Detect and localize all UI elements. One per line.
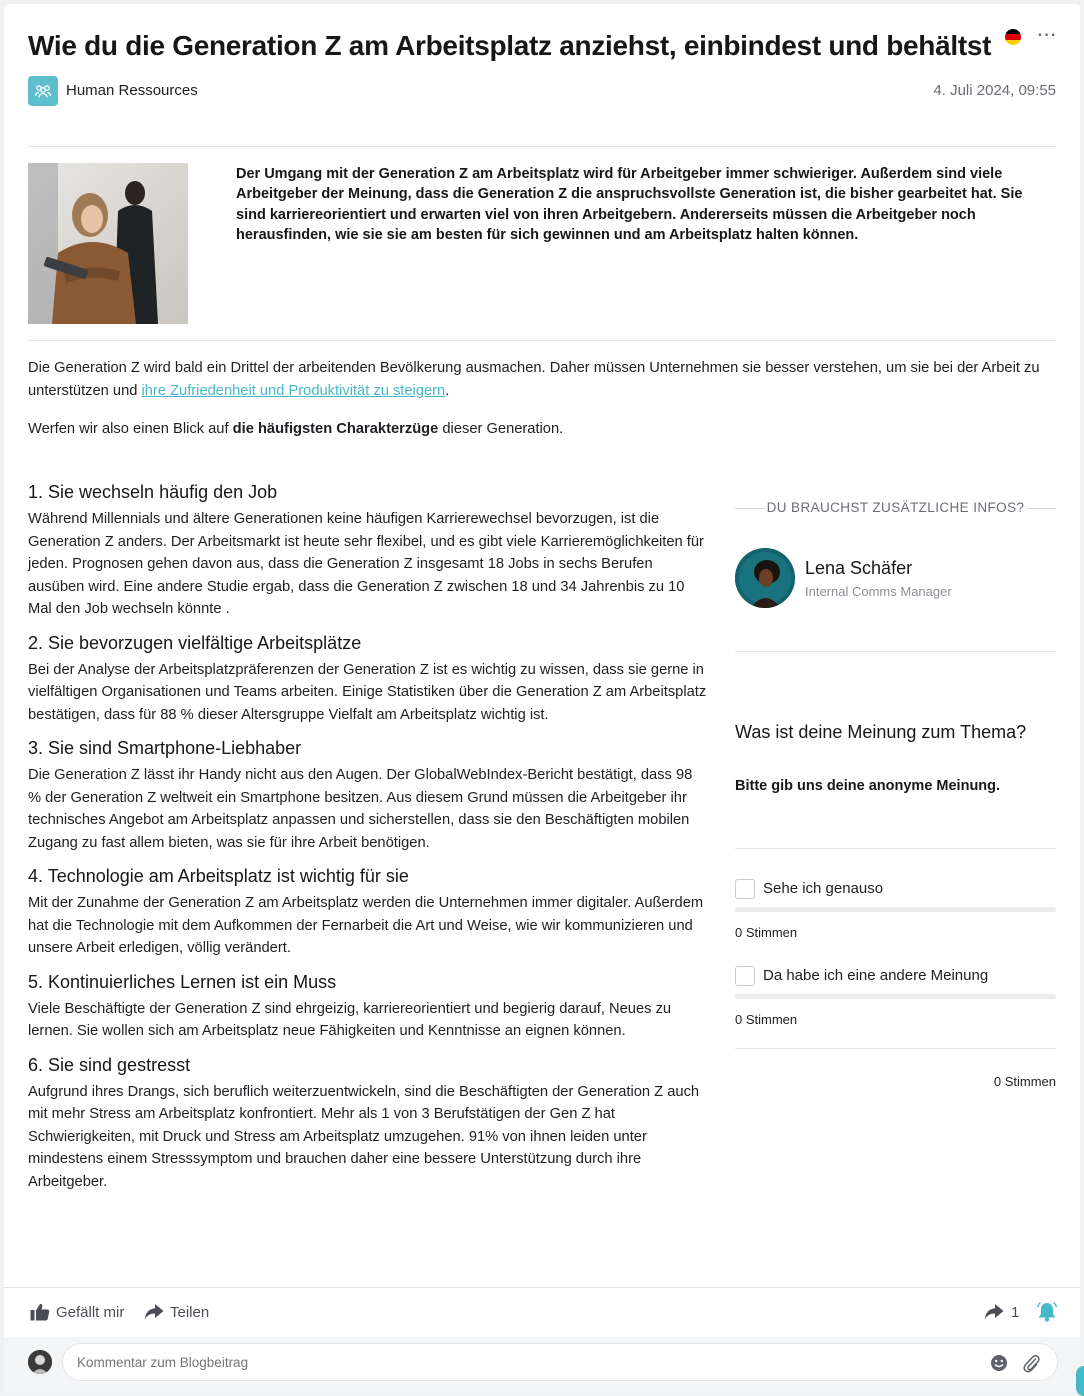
like-label[interactable]: Gefällt mir bbox=[56, 1303, 125, 1321]
contact-widget bbox=[735, 494, 1056, 599]
avatar bbox=[28, 1350, 52, 1374]
widget-heading-text: DU BRAUCHST ZUSÄTZLICHE INFOS? bbox=[766, 500, 1025, 515]
page-title: Wie du die Generation Z am Arbeitsplatz anziehst, einbindest und behältst bbox=[28, 30, 992, 61]
notification-bell-icon[interactable] bbox=[1036, 1301, 1058, 1328]
section-text: Während Millennials und ältere Generationen keine häufigen Karrierewechsel bevorzugen, ist die Generation Z anders. Der Arbeitsmarkt ist heute sehr flexibel, und es gibt viele Karrieremöglichkeiten für jeden. Prognosen gehen davon aus, dass die Generation Z insgesamt 18 Jobs in sechs Berufen ausüben wird. Eine andere Studie ergab, dass die Generation Z zwischen 18 und 34 Jahrenbis zu 10 Mal den Job wechseln könnte . bbox=[28, 511, 704, 617]
article-body bbox=[28, 480, 708, 1203]
contact-name[interactable]: Lena Schäfer bbox=[805, 558, 913, 578]
emoji-icon[interactable] bbox=[990, 1354, 1008, 1377]
article-lead: Der Umgang mit der Generation Z am Arbeitsplatz wird für Arbeitgeber immer schwieriger. Außerdem sind viele Arbeitgeber der Meinung, dass die Generation Z die anspruchsvollste Generation ist, die bisher gearbeitet hat. Sie sind karriereorientiert und erwarten viel von ihren Arbeitgebern. Andererseits müssen die Arbeitgeber noch herausfinden, wie sie sie am besten für sich gewinnen und am Arbeitsplatz halten können. bbox=[236, 166, 1023, 243]
share-button[interactable] bbox=[144, 1303, 209, 1321]
poll-option-checkbox[interactable] bbox=[735, 879, 755, 899]
poll-option-bar bbox=[735, 907, 1056, 912]
section-text: Aufgrund ihres Drangs, sich beruflich weiterzuentwickeln, sind die Beschäftigten der Generation Z auch mit mehr Stress am Arbeitsplatz konfrontiert. Mehr als 1 von 3 Berufstätigen der Gen Z hat Schwierigkeiten, mit Druck und Stress am Arbeitsplatz umzugehen. 91% von ihnen leiden unter mindestens einem Stresssymptom und brauchen daher eine bessere Unterstützung durch ihre Arbeitgeber. bbox=[28, 1083, 700, 1190]
german-flag-icon[interactable] bbox=[1005, 29, 1021, 45]
intro-paragraph-2: Werfen wir also einen Blick auf die häufigsten Charakterzüge dieser Generation. bbox=[28, 421, 564, 437]
floating-action-tab[interactable] bbox=[1076, 1366, 1084, 1396]
publish-date: 4. Juli 2024, 09:55 bbox=[933, 82, 1056, 99]
section-text: Viele Beschäftigte der Generation Z sind ehrgeizig, karriereorientiert und begierig darauf, Neues zu lernen. Sie wollen sich am Arbeitsplatz neue Fähigkeiten und Kenntnisse an eignen können. bbox=[28, 1000, 672, 1039]
poll-option-bar bbox=[735, 994, 1056, 999]
section-heading: 1. Sie wechseln häufig den Job bbox=[28, 482, 278, 502]
productivity-link[interactable]: ihre Zufriedenheit und Produktivität zu steigern bbox=[141, 382, 446, 399]
author-name[interactable]: Human Ressources bbox=[66, 82, 198, 99]
divider bbox=[735, 1048, 1056, 1049]
contact-person[interactable] bbox=[735, 548, 1056, 610]
comment-input[interactable] bbox=[62, 1343, 1058, 1381]
hero-image bbox=[28, 163, 188, 324]
group-avatar-icon[interactable] bbox=[28, 76, 58, 106]
section-heading: 2. Sie bevorzugen vielfältige Arbeitsplätze bbox=[28, 632, 362, 653]
avatar[interactable] bbox=[735, 548, 795, 608]
section-heading: 3. Sie sind Smartphone-Liebhaber bbox=[28, 738, 302, 758]
section-heading: 6. Sie sind gestresst bbox=[28, 1054, 191, 1075]
poll-option-votes: 0 Stimmen bbox=[735, 1012, 798, 1027]
divider bbox=[735, 651, 1056, 652]
poll-total-votes: 0 Stimmen bbox=[993, 1074, 1056, 1089]
contact-role: Internal Comms Manager bbox=[805, 584, 952, 599]
poll-option-label[interactable]: Sehe ich genauso bbox=[763, 880, 884, 897]
attachment-icon[interactable] bbox=[1022, 1353, 1040, 1378]
blog-post-card bbox=[4, 4, 1080, 1392]
share-arrow-icon bbox=[144, 1303, 164, 1321]
share-arrow-icon bbox=[984, 1303, 1004, 1321]
divider bbox=[28, 340, 1056, 341]
share-label[interactable]: Teilen bbox=[170, 1303, 210, 1321]
post-action-bar bbox=[4, 1287, 1080, 1337]
thumbs-up-icon bbox=[30, 1303, 50, 1321]
like-button[interactable] bbox=[30, 1303, 124, 1321]
share-counter[interactable] bbox=[984, 1303, 1019, 1321]
share-count: 1 bbox=[1011, 1303, 1020, 1321]
divider bbox=[28, 146, 1056, 147]
intro-paragraph: Die Generation Z wird bald ein Drittel der arbeitenden Bevölkerung ausmachen. Daher müssen Unternehmen sie besser verstehen, um sie bei der Arbeit zu unterstützen und ihre Zufriedenheit und Produktivität zu steigern. bbox=[28, 360, 1040, 399]
widget-heading bbox=[735, 494, 1056, 524]
section-text: Mit der Zunahme der Generation Z am Arbeitsplatz werden die Unternehmen immer digitaler. Außerdem hat die Technologie mit dem Aufkommen der Fernarbeit die Art und Weise, wie wir kommunizieren und unsere Arbeit erledigen, völlig verändert. bbox=[28, 895, 704, 956]
section-text: Bei der Analyse der Arbeitsplatzpräferenzen der Generation Z ist es wichtig zu wissen, dass sie gerne in vielfältigen Organisationen und Teams arbeiten. Einige Statistiken über die Generation Z am Arbeitsplatz bestätigen, dass für 88 % dieser Altersgruppe Vielfalt am Arbeitsplatz wichtig ist. bbox=[28, 661, 707, 723]
poll-option-votes: 0 Stimmen bbox=[735, 925, 798, 940]
poll-option-label[interactable]: Da habe ich eine andere Meinung bbox=[763, 967, 989, 984]
poll-subtitle: Bitte gib uns deine anonyme Meinung. bbox=[735, 778, 1001, 794]
comment-bar bbox=[4, 1337, 1080, 1392]
section-text: Die Generation Z lässt ihr Handy nicht aus den Augen. Der GlobalWebIndex-Bericht bestätigt, dass 98 % der Generation Z weltweit ein Smartphone besitzen. Aus diesem Grund müssen die Arbeitgeber ihr technisches Angebot am Arbeitsplatz anpassen und sicherstellen, dass sie den Beschäftigten mobilen Zugang zu fast allem bieten, was sie für ihre Arbeit benötigen. bbox=[28, 767, 693, 851]
poll-option-checkbox[interactable] bbox=[735, 966, 755, 986]
more-options-icon[interactable]: ⋯ bbox=[1036, 24, 1058, 46]
poll-question: Was ist deine Meinung zum Thema? bbox=[735, 722, 1027, 742]
divider bbox=[735, 848, 1056, 849]
section-heading: 5. Kontinuierliches Lernen ist ein Muss bbox=[28, 971, 337, 992]
section-heading: 4. Technologie am Arbeitsplatz ist wichtig für sie bbox=[28, 866, 409, 886]
